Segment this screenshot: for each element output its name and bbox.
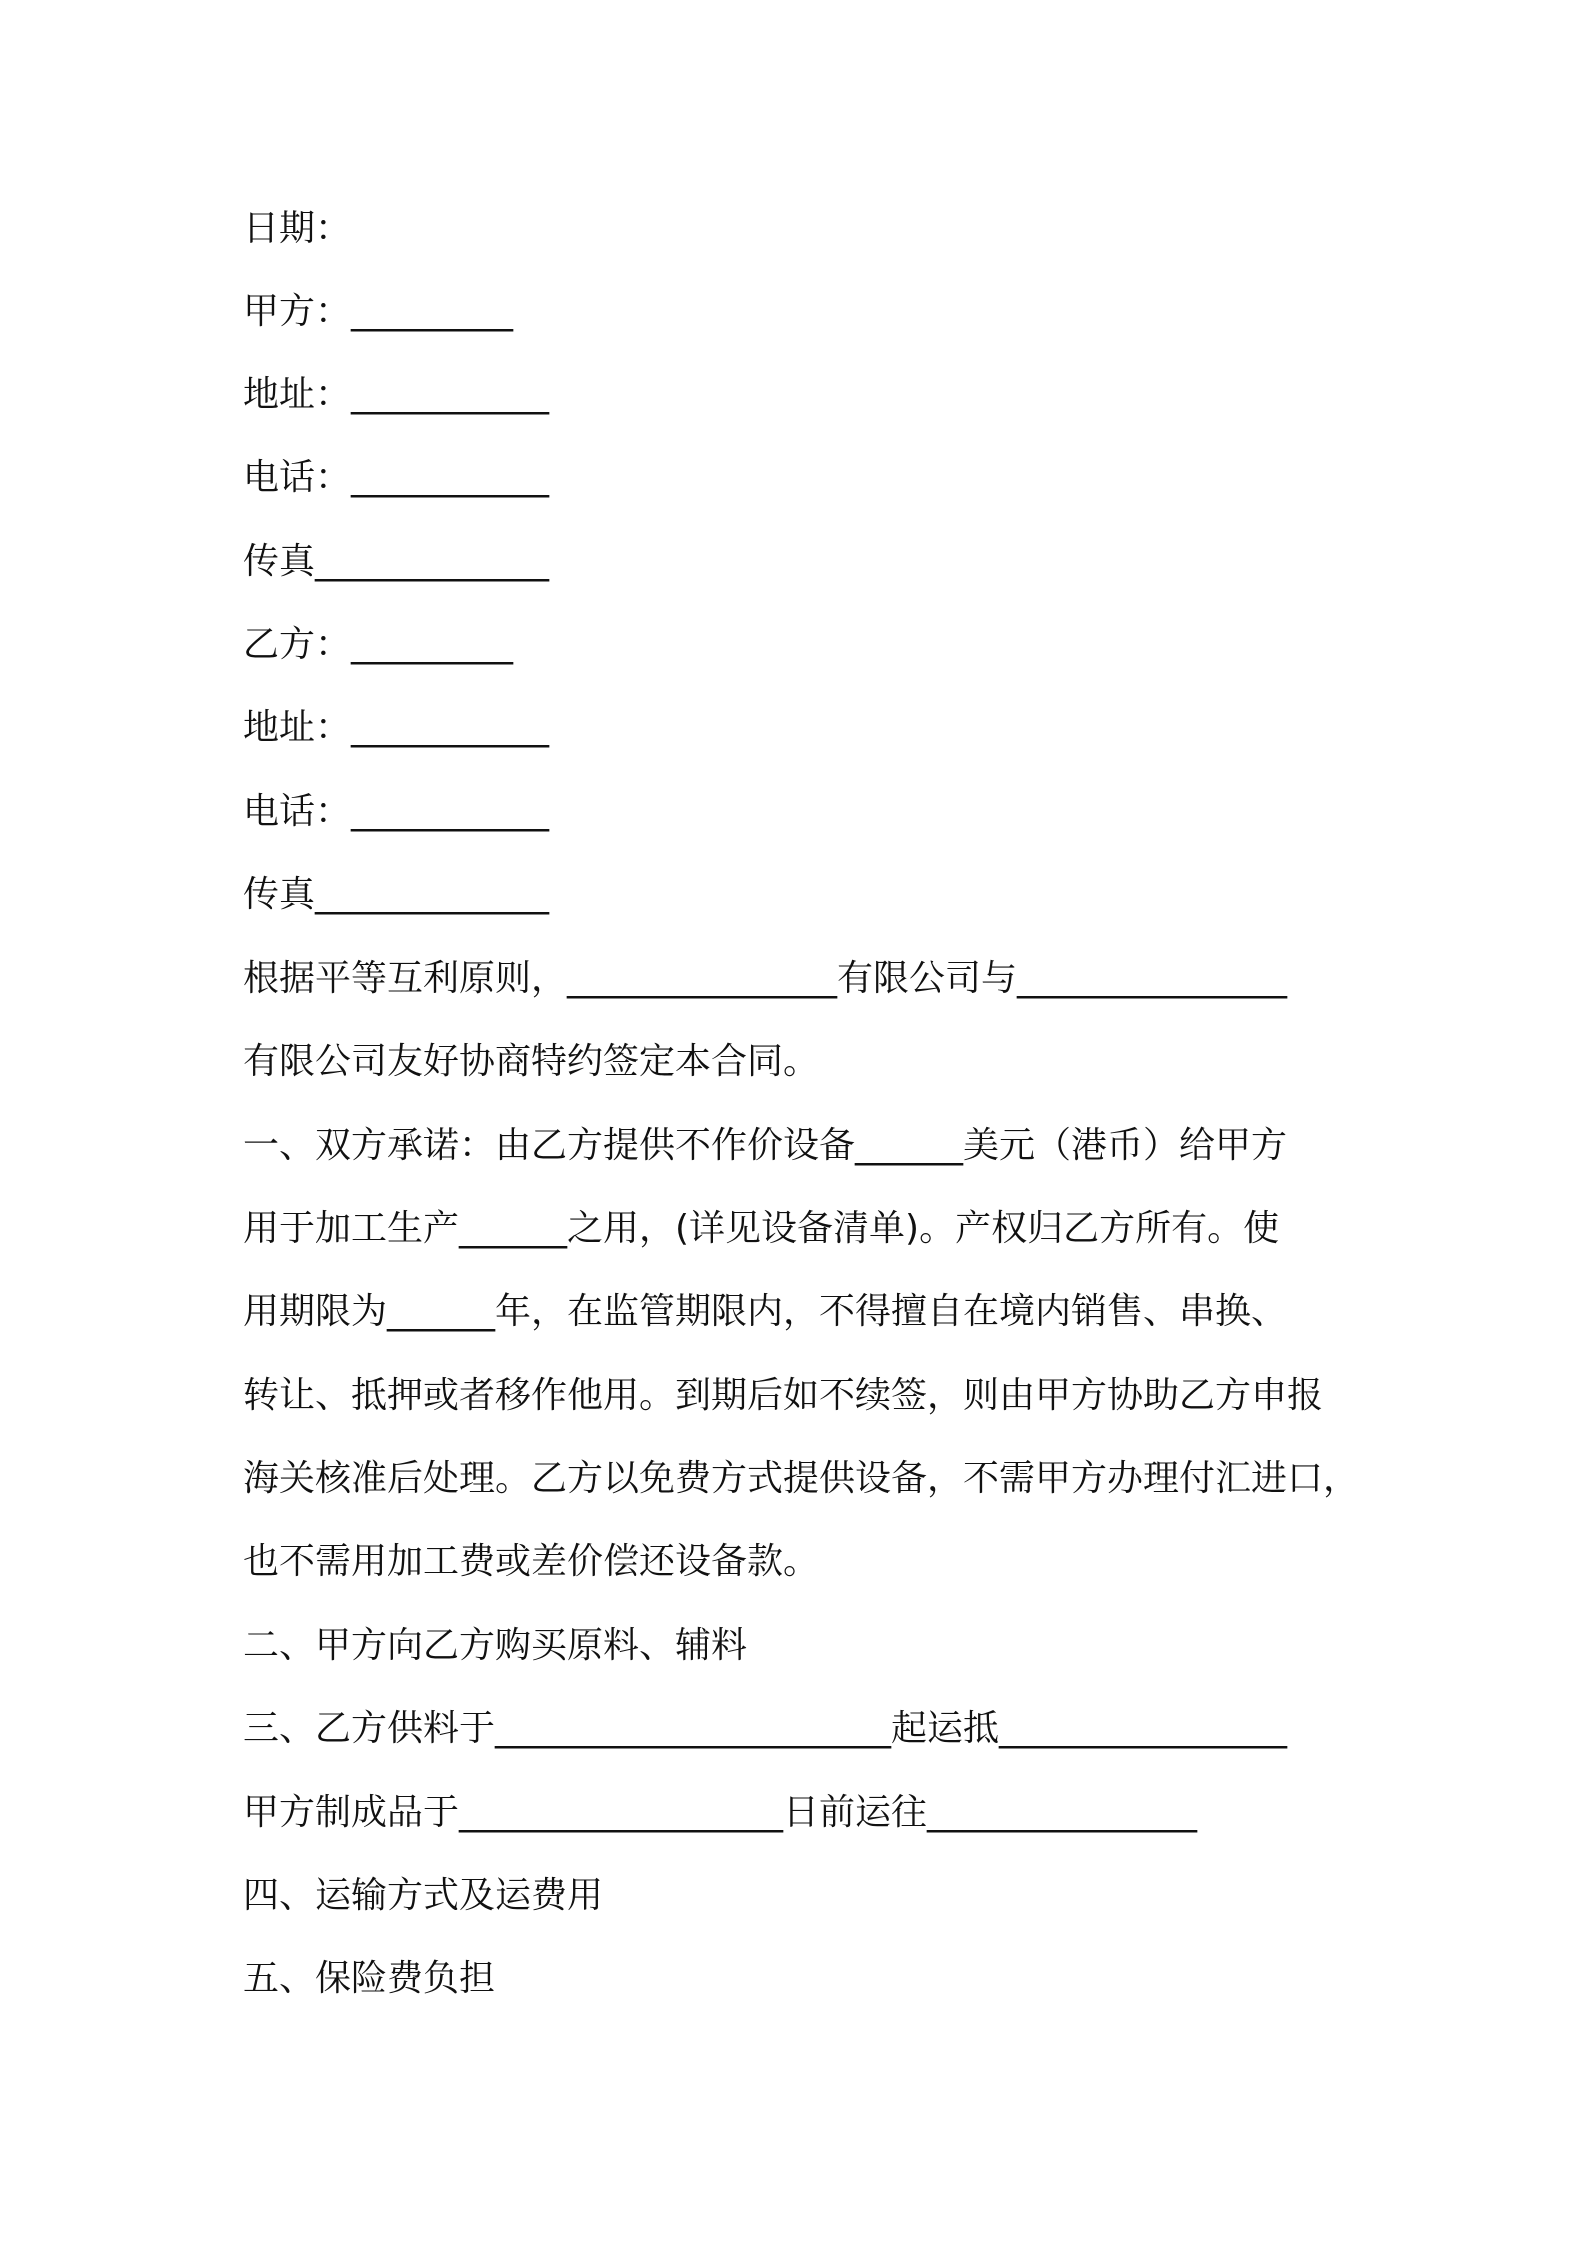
- clause-1-line-6: 也不需用加工费或差价偿还设备款。: [243, 1541, 820, 1582]
- clause-1-line-5: 海关核准后处理。乙方以免费方式提供设备，不需甲方办理付汇进口，: [243, 1458, 1360, 1499]
- date-line: 日期：: [243, 208, 352, 249]
- party-a-line: 甲方：_________: [243, 291, 514, 332]
- clause-3-line-1: 三、乙方供料于______________________起运抵________________: [243, 1708, 1288, 1749]
- clause-1-line-1: 一、双方承诺：由乙方提供不作价设备______美元（港币）给甲方: [243, 1125, 1288, 1166]
- party-a-fax-line: 传真_____________: [243, 541, 550, 582]
- clause-1-line-2: 用于加工生产______之用，(详见设备清单)。产权归乙方所有。使: [243, 1208, 1280, 1249]
- party-b-line: 乙方：_________: [243, 624, 514, 665]
- preamble-line-2: 有限公司友好协商特约签定本合同。: [243, 1041, 820, 1082]
- clause-3-line-2: 甲方制成品于__________________日前运往_______________: [243, 1792, 1198, 1833]
- clause-2-line: 二、甲方向乙方购买原料、辅料: [243, 1625, 748, 1666]
- clause-1-line-4: 转让、抵押或者移作他用。到期后如不续签，则由甲方协助乙方申报: [243, 1375, 1324, 1416]
- preamble-line-1: 根据平等互利原则，_______________有限公司与_______________: [243, 958, 1288, 999]
- clause-4-line: 四、运输方式及运费用: [243, 1875, 604, 1916]
- party-a-address-line: 地址：___________: [243, 374, 550, 415]
- party-b-phone-line: 电话：___________: [243, 791, 550, 832]
- party-b-fax-line: 传真_____________: [243, 874, 550, 915]
- party-b-address-line: 地址：___________: [243, 707, 550, 748]
- clause-1-line-3: 用期限为______年，在监管期限内，不得擅自在境内销售、串换、: [243, 1291, 1288, 1332]
- party-a-phone-line: 电话：___________: [243, 457, 550, 498]
- clause-5-line: 五、保险费负担: [243, 1958, 496, 1999]
